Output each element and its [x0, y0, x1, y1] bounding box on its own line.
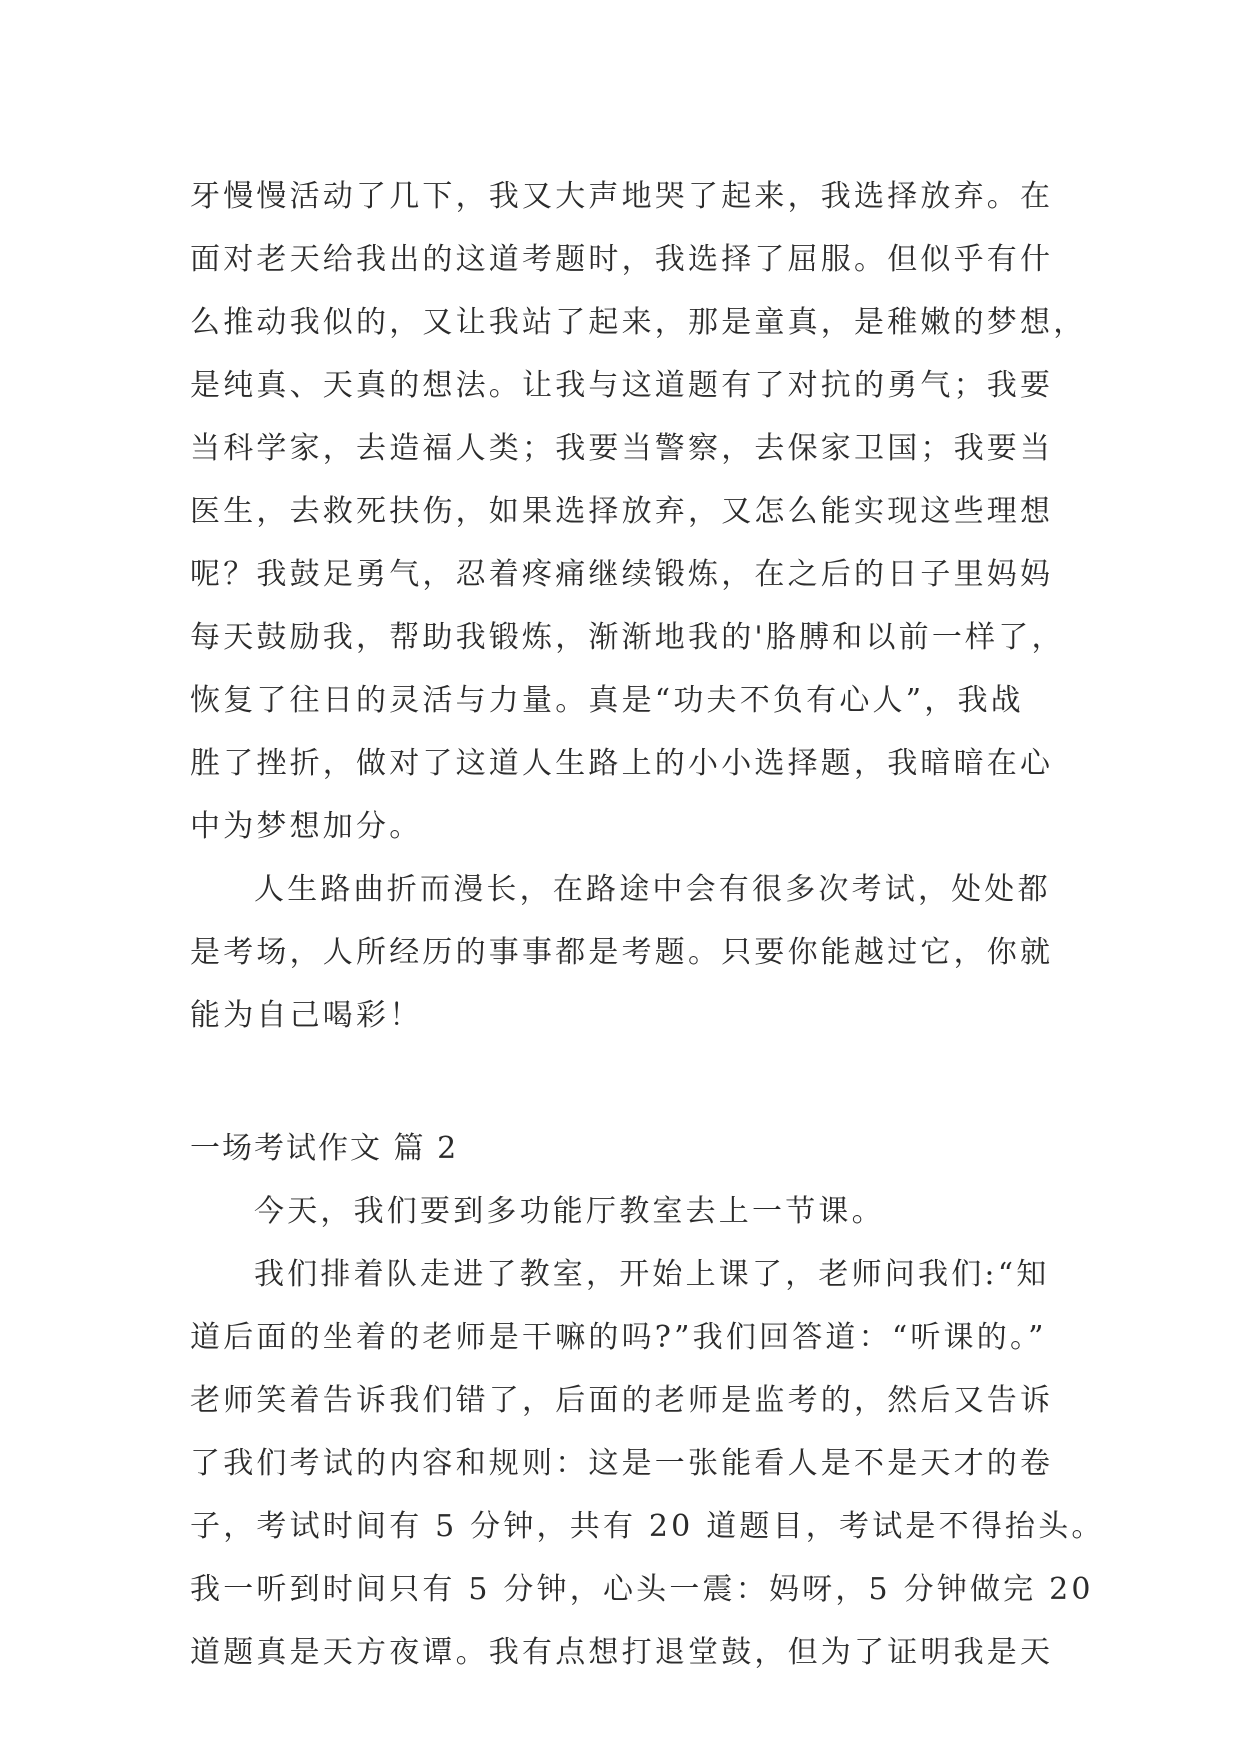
- text-line: 每天鼓励我，帮助我锻炼，渐渐地我的'胳膊和以前一样了，: [190, 620, 1065, 655]
- text-line: 中为梦想加分。: [190, 809, 423, 844]
- text-line: 道后面的坐着的老师是干嘛的吗?”我们回答道：“听课的。”: [190, 1320, 1047, 1355]
- paragraph-conclusion: [190, 858, 1070, 1047]
- section-gap: [190, 1047, 1070, 1117]
- text-line: 牙慢慢活动了几下，我又大声地哭了起来，我选择放弃。在: [190, 179, 1054, 214]
- text-line: 面对老天给我出的这道考题时，我选择了屈服。但似乎有什: [190, 242, 1054, 277]
- text-line: 子，考试时间有 5 分钟，共有 20 道题目，考试是不得抬头。: [190, 1509, 1105, 1544]
- text-line: 我一听到时间只有 5 分钟，心头一震：妈呀，5 分钟做完 20: [190, 1572, 1094, 1607]
- text-line: 道题真是天方夜谭。我有点想打退堂鼓，但为了证明我是天: [190, 1635, 1054, 1670]
- text-line: 呢？我鼓足勇气，忍着疼痛继续锻炼，在之后的日子里妈妈: [190, 557, 1054, 592]
- text-line: 么推动我似的，又让我站了起来，那是童真，是稚嫩的梦想，: [190, 305, 1087, 340]
- text-line: 胜了挫折，做对了这道人生路上的小小选择题，我暗暗在心: [190, 746, 1054, 781]
- text-line: 是纯真、天真的想法。让我与这道题有了对抗的勇气；我要: [190, 368, 1054, 403]
- paragraph-continued: [190, 165, 1087, 858]
- text-line: 今天，我们要到多功能厅教室去上一节课。: [254, 1194, 885, 1229]
- paragraph-exam-story: [190, 1243, 1105, 1684]
- text-line: 能为自己喝彩！: [190, 998, 423, 1033]
- text-line: 老师笑着告诉我们错了，后面的老师是监考的，然后又告诉: [190, 1383, 1054, 1418]
- text-line: 了我们考试的内容和规则：这是一张能看人是不是天才的卷: [190, 1446, 1054, 1481]
- text-line: 当科学家，去造福人类；我要当警察，去保家卫国；我要当: [190, 431, 1054, 466]
- text-line: 我们排着队走进了教室，开始上课了，老师问我们:“知: [254, 1257, 1050, 1292]
- section-heading: 一场考试作文 篇 2: [190, 1131, 459, 1166]
- text-line: 人生路曲折而漫长，在路途中会有很多次考试，处处都: [254, 872, 1051, 907]
- text-line: 恢复了往日的灵活与力量。真是“功夫不负有心人”，我战: [190, 683, 1024, 718]
- text-line: 是考场，人所经历的事事都是考题。只要你能越过它，你就: [190, 935, 1054, 970]
- document-body: [190, 165, 1105, 1684]
- text-line: 医生，去救死扶伤，如果选择放弃，又怎么能实现这些理想: [190, 494, 1054, 529]
